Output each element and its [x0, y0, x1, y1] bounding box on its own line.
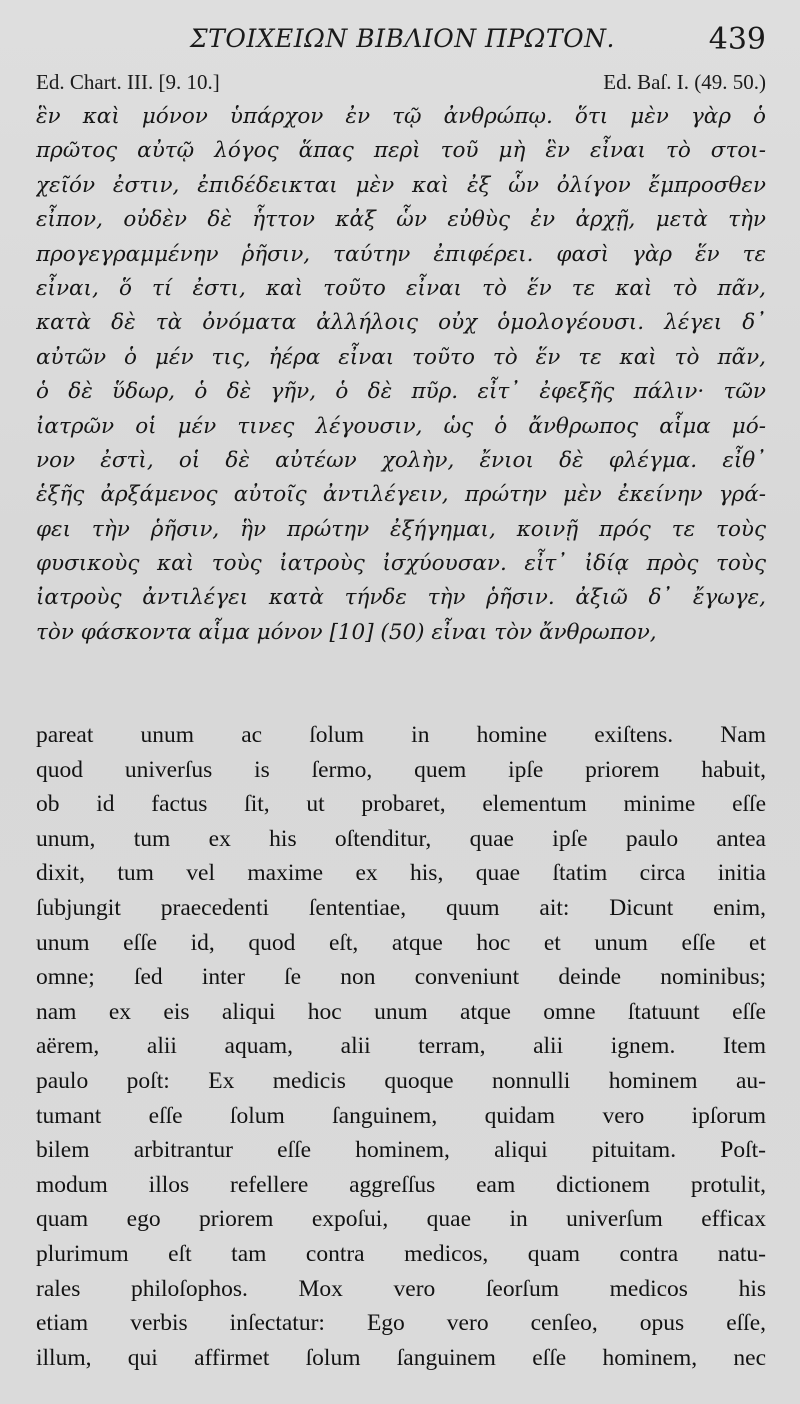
edition-references: [36, 70, 766, 98]
latin-text-line: rales philoſophos. Mox vero ſeorſum medicos his: [36, 1275, 766, 1302]
latin-text-line: paulo poſt: Ex medicis quoque nonnulli hominem au-: [36, 1067, 766, 1094]
greek-text-line: ἰατροὺς ἀντιλέγει κατὰ τήνδε τὴν ῥῆσιν. ἀξιῶ δ᾽ ἔγωγε,: [36, 585, 766, 611]
latin-text-line: plurimum eſt tam contra medicos, quam contra natu-: [36, 1240, 766, 1267]
greek-text-line: ὁ δὲ ὕδωρ, ὁ δὲ γῆν, ὁ δὲ πῦρ. εἶτ᾽ ἐφεξῆς πάλιν· τῶν: [36, 379, 766, 405]
greek-text-line: πρῶτος αὐτῷ λόγος ἅπας περὶ τοῦ μὴ ἓν εἶναι τὸ στοι-: [36, 138, 766, 164]
edition-basel-reference: Ed. Baſ. I. (49. 50.): [603, 70, 766, 94]
latin-text-line: dixit, tum vel maxime ex his, quae ſtatim circa initia: [36, 860, 766, 887]
latin-text-line: illum, qui affirmet ſolum ſanguinem eſſe hominem, nec: [36, 1344, 766, 1371]
latin-text-line: unum eſſe id, quod eſt, atque hoc et unum eſſe et: [36, 929, 766, 956]
greek-text-block: [36, 100, 766, 650]
greek-text-line: φυσικοὺς καὶ τοὺς ἰατροὺς ἰσχύουσαν. εἶτ᾽ ἰδίᾳ πρὸς τοὺς: [36, 551, 766, 577]
latin-text-line: quod univerſus is ſermo, quem ipſe priorem habuit,: [36, 756, 766, 783]
greek-text-line: φει τὴν ῥῆσιν, ἣν πρώτην ἐξήγημαι, κοινῇ πρός τε τοὺς: [36, 516, 766, 542]
greek-text-line: νον ἐστὶ, οἱ δὲ αὐτέων χολὴν, ἔνιοι δὲ φλέγμα. εἶθ᾽: [36, 447, 766, 473]
greek-text-line: κατὰ δὲ τὰ ὀνόματα ἀλλήλοις οὐχ ὁμολογέουσι. λέγει δ᾽: [36, 310, 766, 336]
running-head: [0, 24, 800, 64]
greek-text-line: τὸν φάσκοντα αἷμα μόνον [10] (50) εἶναι τὸν ἄνθρωπον,: [36, 619, 657, 645]
latin-text-line: pareat unum ac ſolum in homine exiſtens. Nam: [36, 722, 766, 748]
greek-text-line: ἓν καὶ μόνον ὑπάρχον ἐν τῷ ἀνθρώπῳ. ὅτι μὲν γὰρ ὁ: [36, 104, 766, 129]
greek-text-line: ἰατρῶν οἱ μέν τινες λέγουσιν, ὡς ὁ ἄνθρωπος αἷμα μό-: [36, 413, 766, 439]
greek-text-line: ἑξῆς ἀρξάμενος αὐτοῖς ἀντιλέγειν, πρώτην μὲν ἐκείνην γρά-: [36, 482, 766, 508]
latin-text-line: bilem arbitrantur eſſe hominem, aliqui pituitam. Poſt-: [36, 1137, 766, 1164]
latin-text-line: ſubjungit praecedenti ſententiae, quum ait: Dicunt enim,: [36, 894, 766, 921]
greek-text-line: εἶναι, ὅ τί ἐστι, καὶ τοῦτο εἶναι τὸ ἕν τε καὶ τὸ πᾶν,: [36, 275, 766, 301]
latin-text-line: aërem, alii aquam, alii terram, alii ignem. Item: [36, 1033, 766, 1060]
edition-chart-reference: Ed. Chart. III. [9. 10.]: [36, 70, 220, 94]
latin-text-line: tumant eſſe ſolum ſanguinem, quidam vero ipſorum: [36, 1102, 766, 1129]
running-title: ΣΤΟΙΧΕΙΩΝ ΒΙΒΛΙΟΝ ΠΡΩΤΟΝ.: [190, 24, 615, 53]
latin-text-line: omne; ſed inter ſe non conveniunt deinde nominibus;: [36, 964, 766, 991]
latin-text-line: modum illos refellere aggreſſus eam dictionem protulit,: [36, 1171, 766, 1198]
latin-text-block: [36, 718, 766, 1375]
latin-text-line: quam ego priorem expoſui, quae in univerſum efficax: [36, 1206, 766, 1233]
latin-text-line: unum, tum ex his oſtenditur, quae ipſe paulo antea: [36, 825, 766, 852]
latin-text-line: etiam verbis inſectatur: Ego vero cenſeo, opus eſſe,: [36, 1310, 766, 1337]
latin-text-line: ob id factus ſit, ut probaret, elementum minime eſſe: [36, 791, 766, 818]
greek-text-line: χεῖόν ἐστιν, ἐπιδέδεικται μὲν καὶ ἐξ ὧν ὀλίγον ἔμπροσθεν: [36, 172, 766, 198]
latin-text-line: nam ex eis aliqui hoc unum atque omne ſtatuunt eſſe: [36, 998, 766, 1025]
page-number: 439: [708, 22, 766, 57]
greek-text-line: αὐτῶν ὁ μέν τις, ἠέρα εἶναι τοῦτο τὸ ἕν τε καὶ τὸ πᾶν,: [36, 344, 766, 370]
greek-text-line: εἶπον, οὐδὲν δὲ ἧττον κἀξ ὧν εὐθὺς ἐν ἀρχῇ, μετὰ τὴν: [36, 207, 766, 233]
greek-text-line: προγεγραμμένην ῥῆσιν, ταύτην ἐπιφέρει. φασὶ γὰρ ἕν τε: [36, 241, 766, 267]
